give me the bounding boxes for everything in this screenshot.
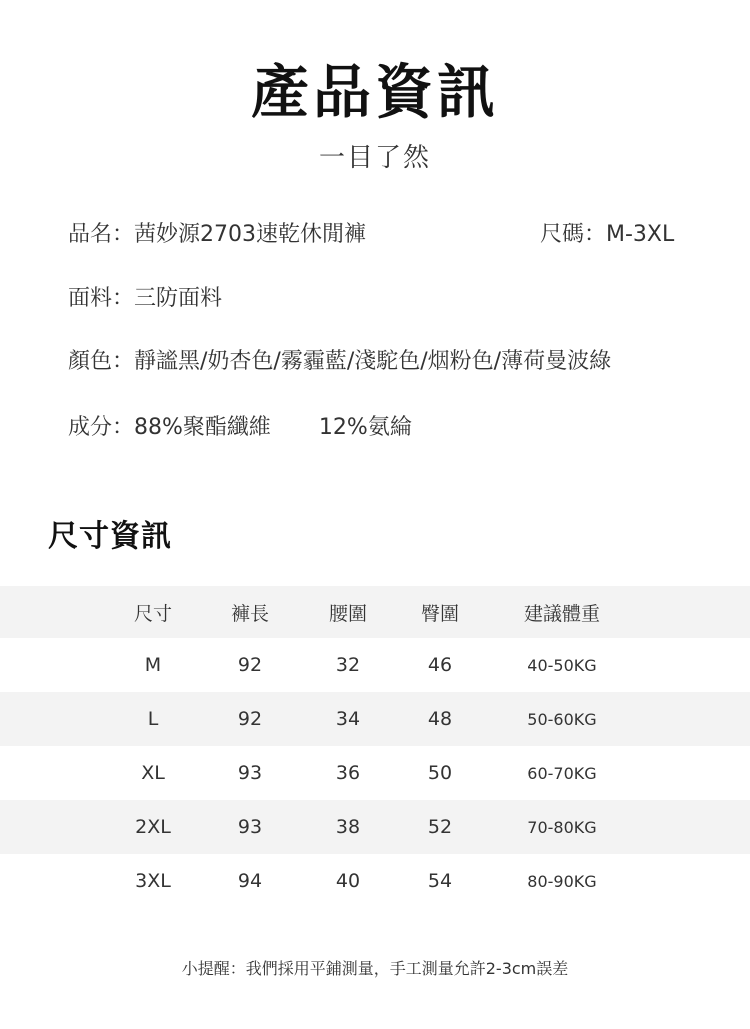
composition-value-polyester: 88%聚酯纖維: [134, 415, 271, 440]
column-header-waist: 腰圍: [328, 602, 367, 625]
column-header-length: 褲長: [230, 602, 269, 625]
table-cell: 3XL: [135, 870, 171, 892]
table-cell: M: [144, 654, 162, 676]
table-cell: 32: [335, 654, 361, 676]
color-label: 顏色：: [68, 349, 135, 374]
measurement-note: 小提醒：我們採用平鋪測量，手工測量允許2-3cm誤差: [181, 959, 569, 978]
page-subtitle: 一目了然: [318, 143, 431, 173]
size-table: [0, 586, 750, 908]
color-line: [68, 346, 611, 378]
table-cell: 40-50KG: [527, 655, 597, 675]
table-cell: 93: [237, 816, 263, 838]
product-name-label: 品名：: [68, 222, 135, 247]
size-range-line: [540, 219, 674, 251]
composition-label: 成分：: [68, 415, 135, 440]
table-cell: 50: [427, 762, 453, 784]
column-header-size: 尺寸: [133, 602, 172, 625]
table-cell: L: [147, 708, 159, 730]
table-row: [0, 746, 750, 800]
table-cell: 40: [335, 870, 361, 892]
table-row: [0, 800, 750, 854]
table-cell: 70-80KG: [527, 817, 597, 837]
table-cell: 36: [335, 762, 361, 784]
page-title: 產品資訊: [250, 58, 499, 126]
table-row: [0, 638, 750, 692]
size-table-header: [0, 586, 750, 638]
fabric-label: 面料：: [68, 286, 135, 311]
table-cell: 46: [427, 654, 453, 676]
composition-value-spandex: 12%氨綸: [318, 415, 412, 440]
table-cell: 2XL: [135, 816, 171, 838]
table-row: [0, 854, 750, 908]
table-cell: 80-90KG: [527, 871, 597, 891]
table-cell: 60-70KG: [527, 763, 597, 783]
color-value: 靜謐黑/奶杏色/霧霾藍/淺駝色/烟粉色/薄荷曼波綠: [134, 349, 612, 374]
table-row: [0, 692, 750, 746]
fabric-value: 三防面料: [134, 286, 223, 311]
size-range-value: M-3XL: [606, 222, 675, 247]
table-cell: 48: [427, 708, 453, 730]
table-cell: 93: [237, 762, 263, 784]
composition-line: [68, 412, 412, 444]
table-cell: 34: [335, 708, 361, 730]
table-cell: XL: [141, 762, 165, 784]
product-name-value: 茜妙源2703速乾休閒褲: [134, 222, 367, 247]
size-section-heading: 尺寸資訊: [48, 519, 172, 554]
size-range-label: 尺碼：: [540, 222, 607, 247]
table-cell: 52: [427, 816, 453, 838]
product-name-line: [68, 219, 366, 251]
table-cell: 38: [335, 816, 361, 838]
table-cell: 50-60KG: [527, 709, 597, 729]
column-header-weight: 建議體重: [523, 602, 600, 625]
column-header-hip: 臀圍: [420, 602, 459, 625]
table-cell: 54: [427, 870, 453, 892]
table-cell: 92: [237, 654, 263, 676]
table-cell: 94: [237, 870, 263, 892]
table-cell: 92: [237, 708, 263, 730]
fabric-line: [68, 283, 222, 315]
